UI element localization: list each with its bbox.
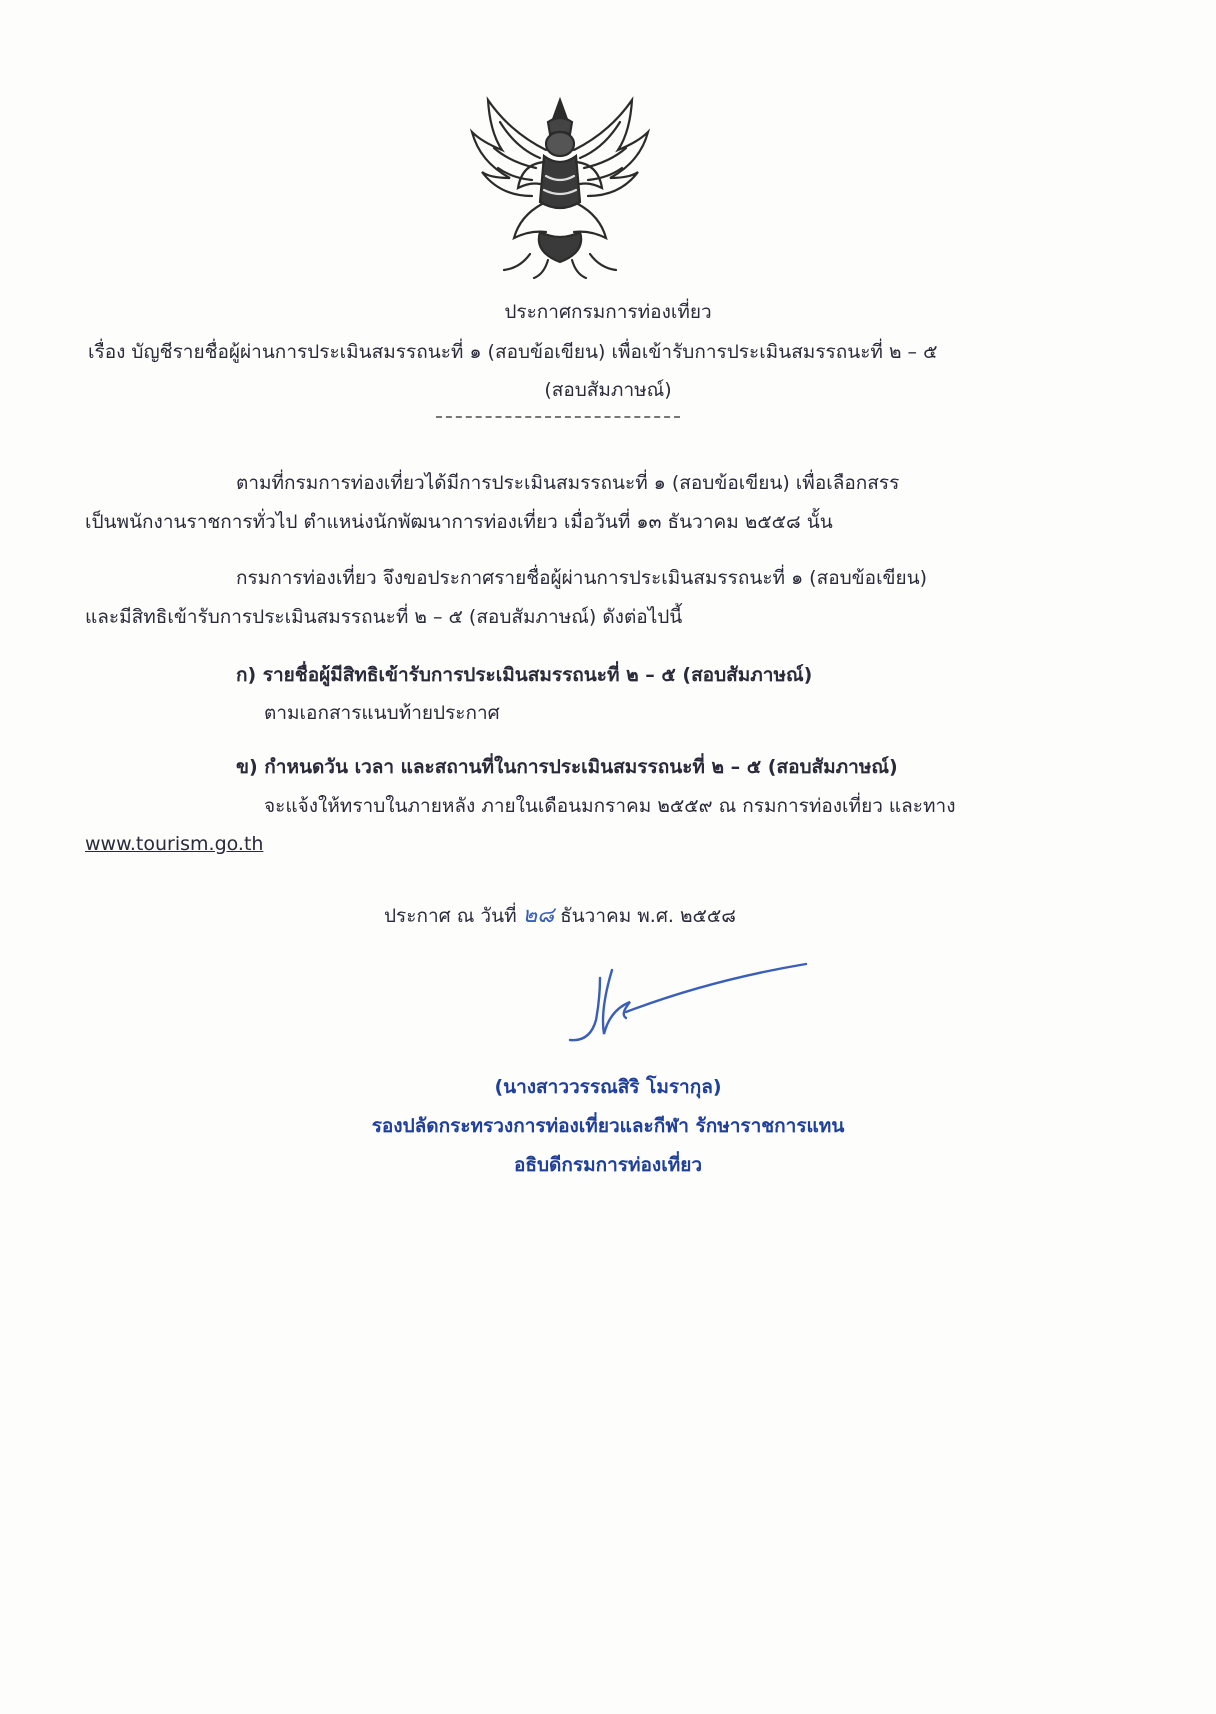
document-title: ประกาศกรมการท่องเที่ยว (504, 301, 712, 323)
handwritten-signature (530, 950, 820, 1050)
paragraph-2-line-1: กรมการท่องเที่ยว จึงขอประกาศรายชื่อผู้ผ่านการประเมินสมรรถนะที่ ๑ (สอบข้อเขียน) (236, 567, 928, 589)
item-a-detail: ตามเอกสารแนบท้ายประกาศ (264, 702, 500, 724)
signer-name: (นางสาววรรณสิริ โมรากุล) (494, 1076, 722, 1098)
subject-line-continued: (สอบสัมภาษณ์) (544, 379, 672, 401)
subject-line: เรื่อง บัญชีรายชื่อผู้ผ่านการประเมินสมรรถนะที่ ๑ (สอบข้อเขียน) เพื่อเข้ารับการประเมินสมรรถนะที่ ๒ – ๕ (88, 341, 938, 363)
handwritten-day: ๒๘ (522, 903, 555, 928)
announcement-date (384, 897, 736, 932)
item-b-detail: จะแจ้งให้ทราบในภายหลัง ภายในเดือนมกราคม ๒๕๕๙ ณ กรมการท่องเที่ยว และทาง (264, 795, 956, 817)
paragraph-1-line-2: เป็นพนักงานราชการทั่วไป ตำแหน่งนักพัฒนาการท่องเที่ยว เมื่อวันที่ ๑๓ ธันวาคม ๒๕๕๘ นั้น (85, 511, 833, 533)
date-suffix: ธันวาคม พ.ศ. ๒๕๕๘ (560, 905, 736, 927)
garuda-emblem-icon (460, 92, 660, 282)
website-link[interactable]: www.tourism.go.th (85, 833, 264, 855)
signer-position: รองปลัดกระทรวงการท่องเที่ยวและกีฬา รักษาราชการแทน (371, 1115, 845, 1137)
paragraph-1-line-1: ตามที่กรมการท่องเที่ยวได้มีการประเมินสมรรถนะที่ ๑ (สอบข้อเขียน) เพื่อเลือกสรร (236, 472, 900, 494)
signer-title: อธิบดีกรมการท่องเที่ยว (513, 1154, 703, 1176)
item-a-heading: ก) รายชื่อผู้มีสิทธิเข้ารับการประเมินสมรรถนะที่ ๒ – ๕ (สอบสัมภาษณ์) (236, 664, 813, 686)
title-divider (436, 416, 680, 418)
paragraph-2-line-2: และมีสิทธิเข้ารับการประเมินสมรรถนะที่ ๒ – ๕ (สอบสัมภาษณ์) ดังต่อไปนี้ (85, 606, 683, 628)
date-prefix: ประกาศ ณ วันที่ (384, 905, 517, 927)
item-b-heading: ข) กำหนดวัน เวลา และสถานที่ในการประเมินสมรรถนะที่ ๒ – ๕ (สอบสัมภาษณ์) (236, 756, 898, 778)
